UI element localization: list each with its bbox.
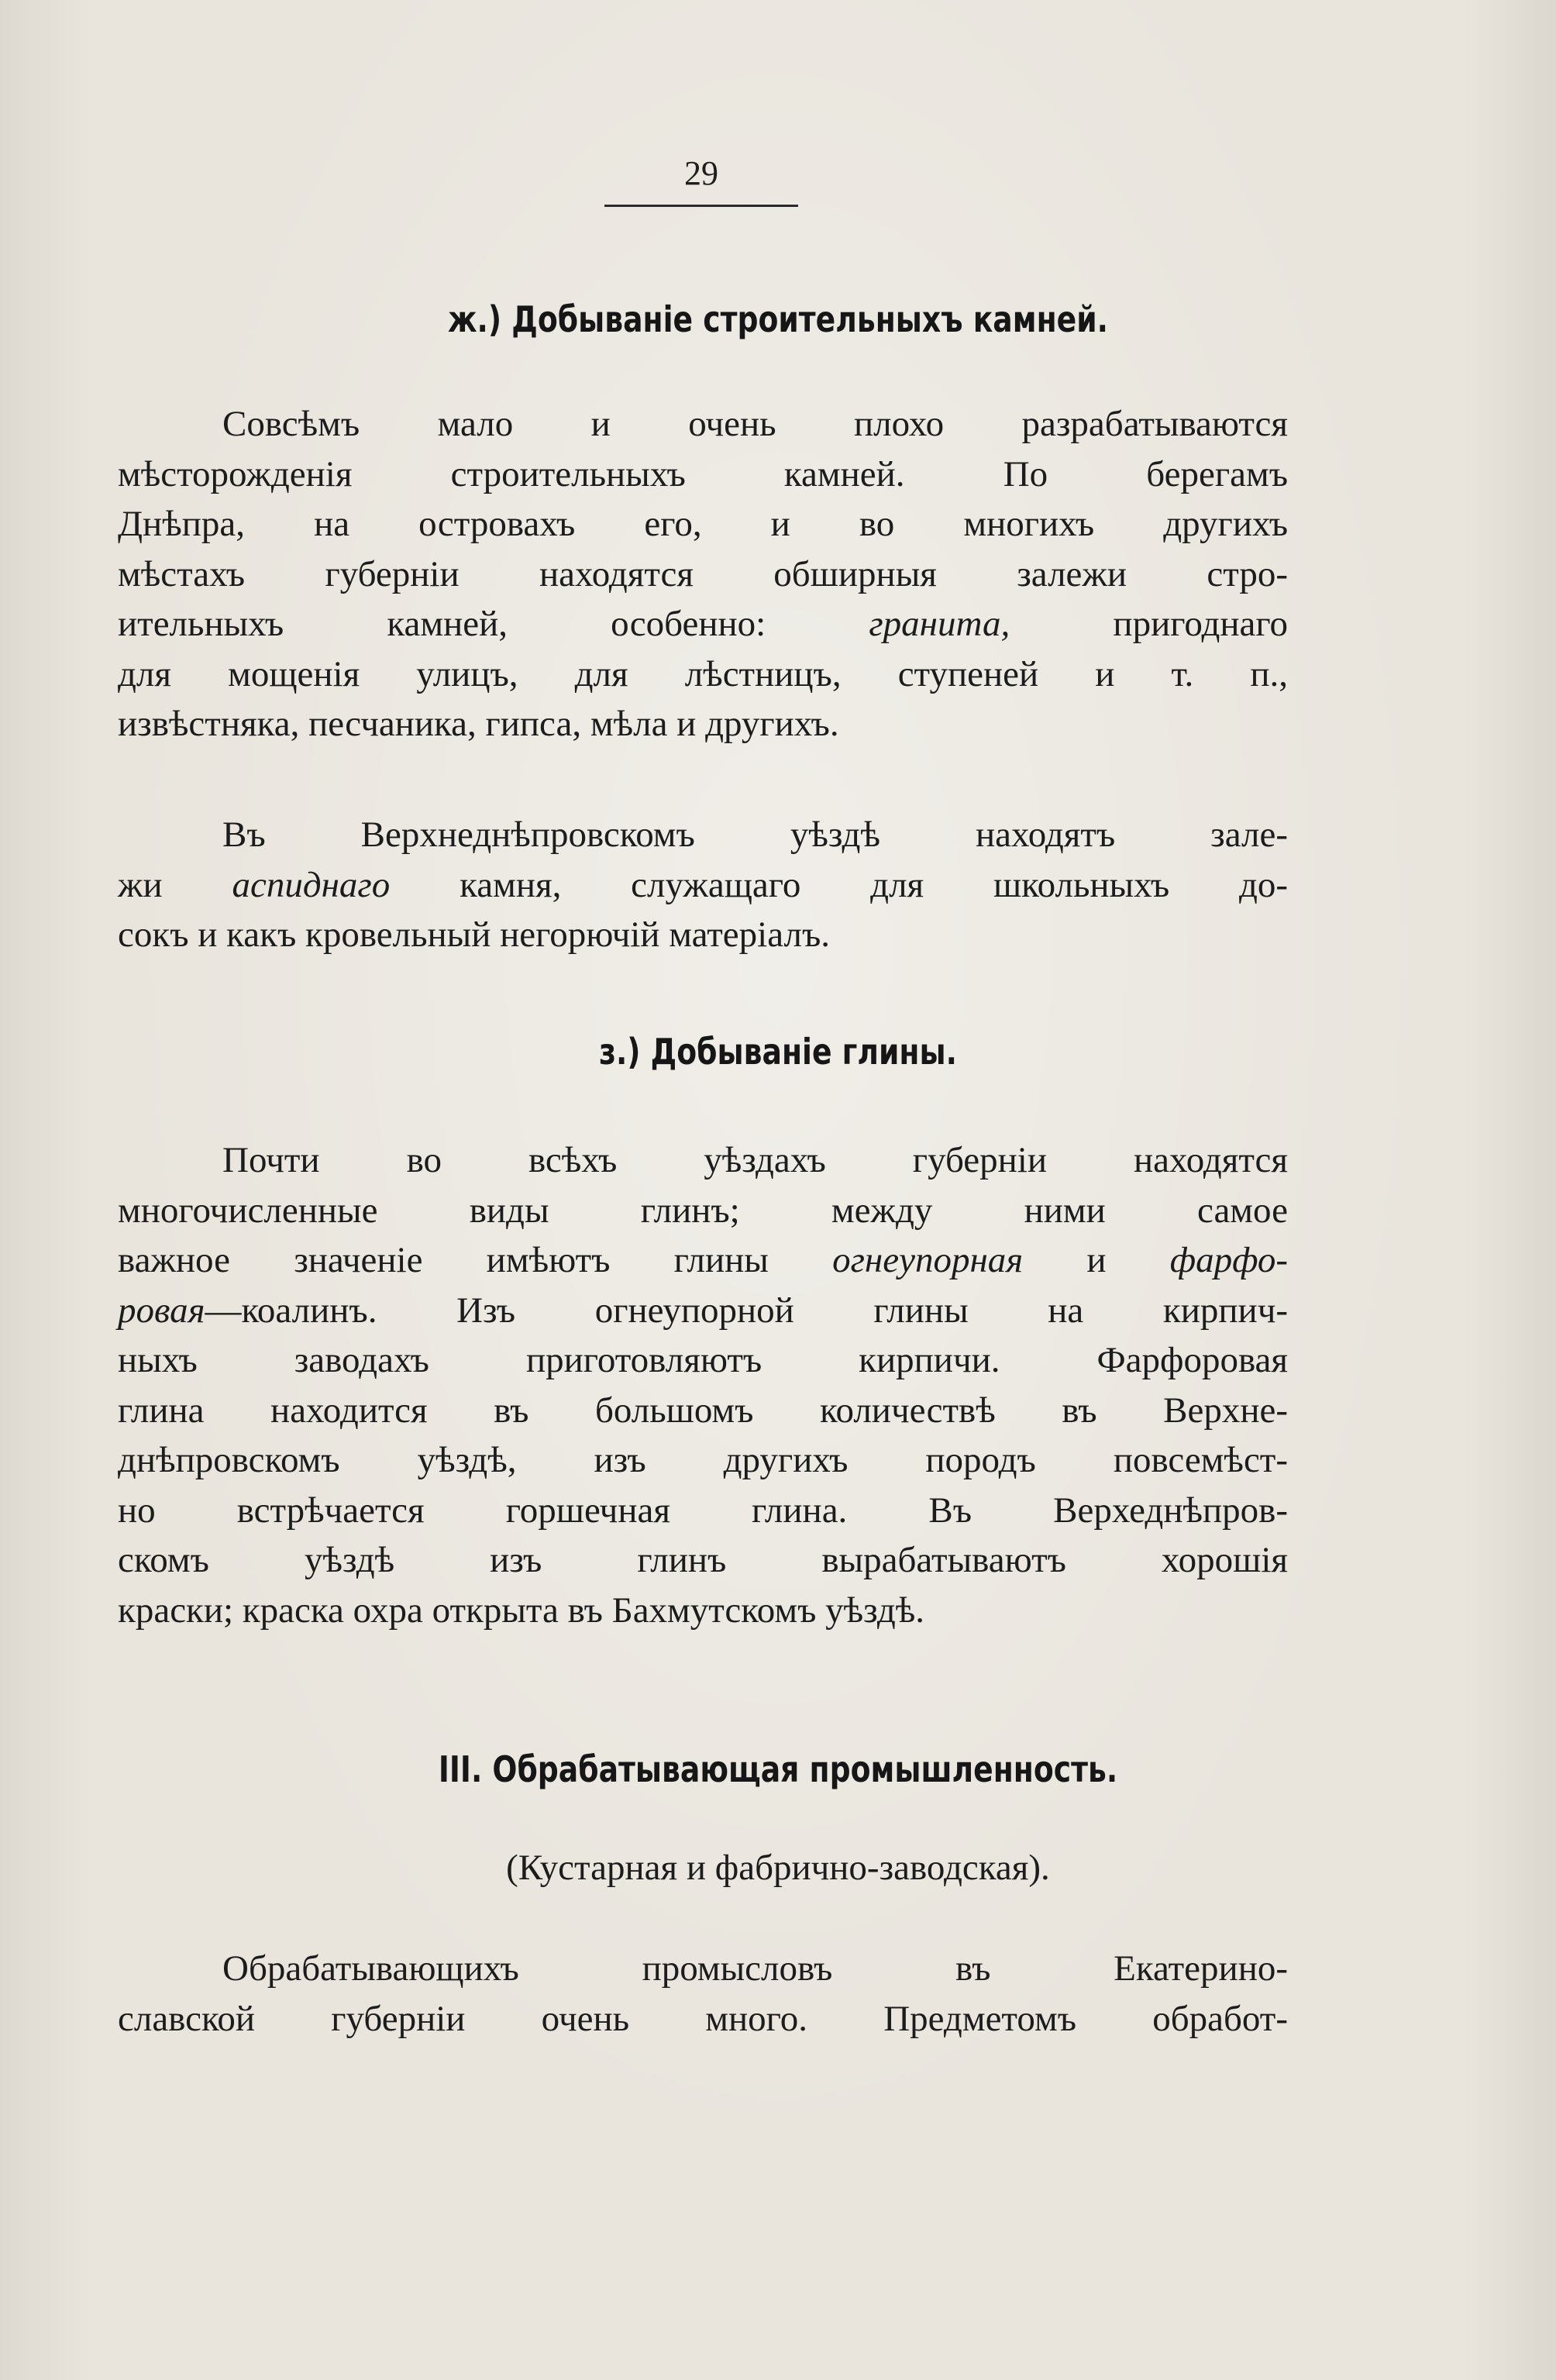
- text-line: славской губерніи очень много. Предметомъ обработ-: [118, 1998, 1288, 2039]
- text-line: ныхъ заводахъ приготовляютъ кирпичи. Фарфоровая: [118, 1340, 1288, 1380]
- text-segment: ительныхъ камней, особенно:: [118, 604, 766, 644]
- section-heading-clay-extraction: з.) Добываніе глины.: [599, 1031, 957, 1073]
- text-segment: важное значеніе имѣютъ глины: [118, 1240, 769, 1280]
- text-line: Въ Верхнеднѣпровскомъ уѣздѣ находятъ зале-: [222, 815, 1288, 855]
- text-line: глина находится въ большомъ количествѣ въ Верхне-: [118, 1390, 1288, 1431]
- paragraph-stone-quarrying-1: [118, 399, 1288, 749]
- italic-term-slate: аспиднаго: [232, 864, 391, 905]
- text-line: Совсѣмъ мало и очень плохо разрабатываются: [222, 404, 1288, 444]
- text-line: [118, 599, 1288, 649]
- text-line: [118, 1235, 1288, 1286]
- text-segment: пригоднаго: [1113, 604, 1289, 644]
- text-line: Обрабатывающихъ промысловъ въ Екатерино-: [222, 1948, 1288, 1989]
- italic-term-porcelain-end: ровая: [118, 1290, 205, 1331]
- text-segment: камня, служащаго для школьныхъ до-: [460, 864, 1289, 905]
- text-line: извѣстняка, песчаника, гипса, мѣла и другихъ.: [118, 704, 839, 744]
- text-line: Почти во всѣхъ уѣздахъ губерніи находятся: [222, 1140, 1288, 1180]
- text-line: [118, 860, 1288, 911]
- text-line: [118, 1286, 1288, 1336]
- section-heading-manufacturing: III. Обрабатывающая промышленность.: [438, 1748, 1118, 1790]
- text-line: Днѣпра, на островахъ его, и во многихъ другихъ: [118, 504, 1288, 544]
- paragraph-clay-extraction: [118, 1135, 1288, 1635]
- text-line: краски; краска охра открыта въ Бахмутскомъ уѣздѣ.: [118, 1590, 925, 1631]
- text-segment: —коалинъ. Изъ огнеупорной глины на кирпич-: [205, 1290, 1288, 1331]
- italic-term-refractory: огнеупорная: [832, 1240, 1024, 1280]
- text-line: для мощенія улицъ, для лѣстницъ, ступеней и т. п.,: [118, 653, 1288, 694]
- text-line: но встрѣчается горшечная глина. Въ Верхеднѣпров-: [118, 1490, 1288, 1531]
- text-line: днѣпровскомъ уѣздѣ, изъ другихъ породъ повсемѣст-: [118, 1440, 1288, 1480]
- page-number-rule: [604, 205, 798, 207]
- section-heading-stone-quarrying: ж.) Добываніе строительныхъ камней.: [448, 298, 1108, 340]
- section-subheading-manufacturing: (Кустарная и фабрично-заводская).: [506, 1848, 1050, 1888]
- italic-term-porcelain: фарфо-: [1169, 1240, 1289, 1280]
- page-number: 29: [684, 154, 718, 192]
- text-line: мѣсторожденія строительныхъ камней. По берегамъ: [118, 453, 1288, 494]
- text-segment: и: [1086, 1240, 1107, 1280]
- text-line: скомъ уѣздѣ изъ глинъ вырабатываютъ хорошія: [118, 1540, 1288, 1580]
- text-line: сокъ и какъ кровельный негорючій матеріалъ.: [118, 914, 831, 955]
- text-line: многочисленные виды глинъ; между ними самое: [118, 1190, 1288, 1231]
- italic-term-granite: гранита,: [869, 604, 1010, 644]
- text-segment: жи: [118, 864, 163, 905]
- paragraph-manufacturing: [118, 1944, 1288, 2044]
- paragraph-stone-quarrying-2: [118, 810, 1288, 960]
- text-line: мѣстахъ губерніи находятся обширныя залежи стро-: [118, 553, 1288, 594]
